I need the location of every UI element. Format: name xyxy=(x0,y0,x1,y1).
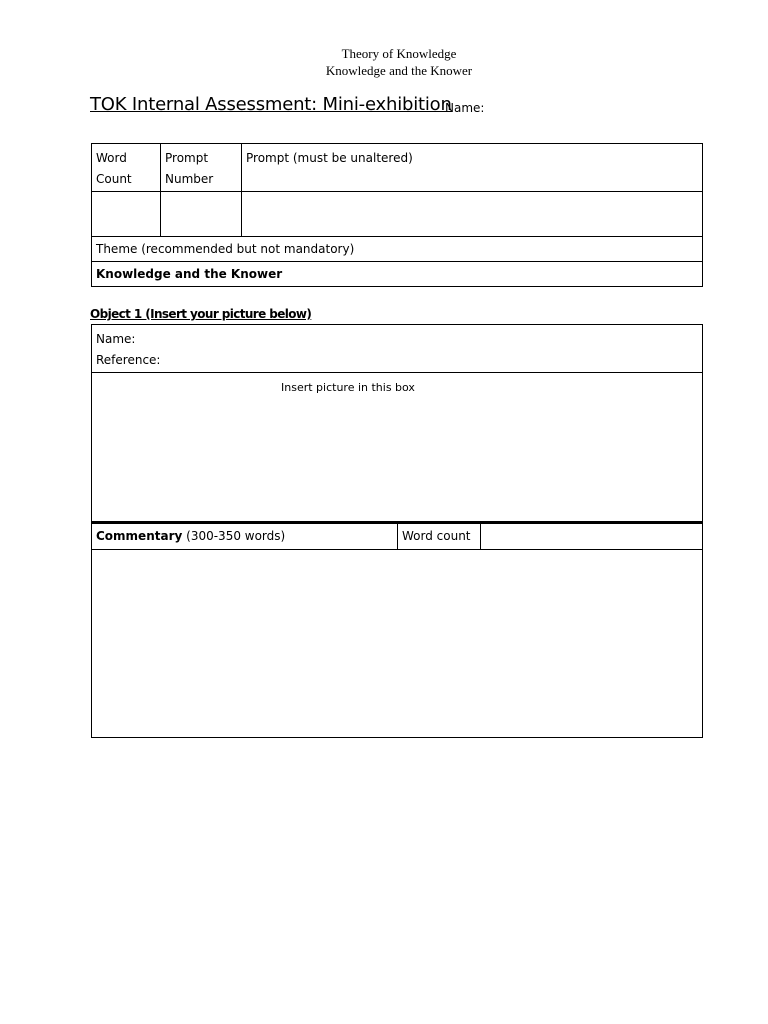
prompt-number-header-line2: Number xyxy=(165,172,214,186)
object1-meta-cell[interactable] xyxy=(92,325,703,373)
info-table-header-row xyxy=(92,144,703,192)
object1-picture-row xyxy=(92,373,703,524)
doc-header-line2: Knowledge and the Knower xyxy=(325,63,473,78)
prompt-number-header-line1: Prompt xyxy=(165,151,209,165)
commentary-body[interactable] xyxy=(92,550,703,738)
word-count-header-line1: Word xyxy=(96,151,127,165)
commentary-word-range: (300-350 words) xyxy=(182,529,286,543)
prompt-header: Prompt (must be unaltered) xyxy=(242,144,703,192)
info-table-entry-row xyxy=(92,192,703,237)
prompt-number-cell[interactable] xyxy=(161,192,242,237)
theme-label-row xyxy=(92,237,703,262)
word-count-cell[interactable] xyxy=(92,192,161,237)
commentary-label: Commentary xyxy=(96,529,183,543)
theme-label: Theme (recommended but not mandatory) xyxy=(92,237,703,262)
word-count-header-line2: Count xyxy=(96,172,132,186)
object1-meta-row xyxy=(92,325,703,373)
word-count-value-cell[interactable] xyxy=(481,522,703,550)
commentary-body-row xyxy=(92,550,703,738)
doc-header-line1: Theory of Knowledge xyxy=(341,46,457,61)
student-name-label: Name: xyxy=(445,101,485,115)
object1-name-label: Name: xyxy=(96,332,136,346)
object1-reference-label: Reference: xyxy=(96,353,161,367)
theme-value-row xyxy=(92,262,703,287)
picture-box[interactable] xyxy=(92,373,703,524)
word-count-header xyxy=(92,144,161,192)
commentary-table xyxy=(91,521,703,738)
info-table xyxy=(91,143,703,287)
page-title: TOK Internal Assessment: Mini-exhibition xyxy=(90,94,452,115)
prompt-cell[interactable] xyxy=(242,192,703,237)
commentary-header-row xyxy=(92,522,703,550)
object1-section-label: Object 1 (Insert your picture below) xyxy=(90,307,312,321)
theme-value[interactable]: Knowledge and the Knower xyxy=(92,262,703,287)
prompt-number-header xyxy=(161,144,242,192)
picture-hint: Insert picture in this box xyxy=(281,381,415,394)
object1-table xyxy=(91,324,703,524)
word-count-label: Word count xyxy=(398,522,481,550)
commentary-header xyxy=(92,522,398,550)
